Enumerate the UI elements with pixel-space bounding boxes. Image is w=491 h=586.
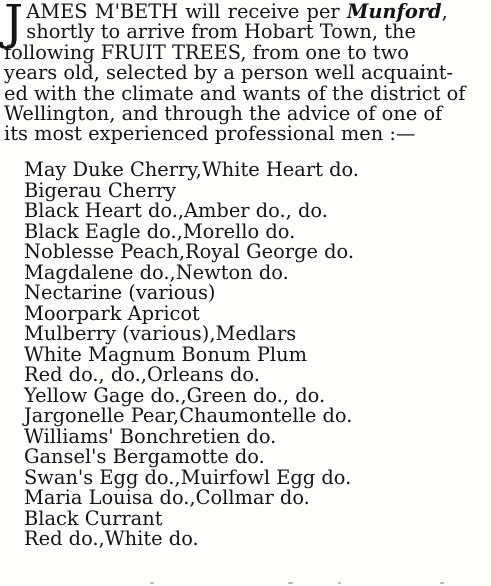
notice-line-6: Wellington, and through the advice of one of: [4, 101, 443, 125]
tree-list-item: [24, 160, 359, 181]
tree-variety: Williams' Bonchretien do.: [24, 424, 277, 448]
tree-list-item: [24, 260, 359, 284]
tree-variety-second: White Heart do.: [201, 158, 359, 181]
tree-list-item: [24, 424, 359, 448]
tree-variety: Swan's Egg do.,: [24, 465, 181, 489]
tree-list-item: [24, 365, 359, 386]
print-speck: [150, 582, 154, 584]
notice-line-4: years old, selected by a person well acquaint-: [4, 61, 454, 85]
print-speck: [288, 582, 293, 584]
notice-line-1-end: ,: [441, 0, 448, 23]
tree-variety-second: Medlars: [215, 322, 297, 345]
tree-list-item: [24, 406, 359, 427]
tree-variety: Nectarine (various): [24, 281, 216, 304]
tree-variety: Black Currant: [24, 506, 163, 530]
tree-list-item: [24, 219, 359, 243]
tree-variety: Red do., do.,: [24, 363, 147, 386]
tree-variety: Yellow Gage do.,: [24, 383, 187, 407]
drop-cap: J: [4, 0, 24, 51]
tree-variety: Gansel's Bergamotte do.: [24, 445, 265, 468]
tree-list-item: [24, 506, 359, 530]
notice-line-2: shortly to arrive from Hobart Town, the: [26, 20, 416, 44]
tree-list-item: [24, 465, 359, 489]
tree-list-item: [24, 324, 359, 345]
fruit-tree-list: [24, 160, 359, 550]
notice-line-3: following FRUIT TREES, from one to two: [4, 41, 409, 64]
tree-list-item: [24, 342, 359, 366]
tree-variety-second: Royal George do.: [185, 240, 355, 263]
tree-variety: White Magnum Bonum Plum: [24, 342, 307, 366]
tree-variety-second: Orleans do.: [146, 363, 260, 386]
tree-list-item: [24, 242, 359, 263]
tree-variety-second: White do.: [104, 527, 199, 550]
tree-variety: Jargonelle Pear,: [24, 404, 180, 427]
notice-line-7: its most experienced professional men :—: [4, 122, 416, 146]
tree-list-item: [24, 383, 359, 407]
tree-variety: Red do.,: [24, 527, 105, 550]
tree-list-item: [24, 178, 359, 202]
tree-list-item: [24, 301, 359, 325]
tree-variety-second: Muirfowl Egg do.: [180, 465, 352, 489]
tree-variety-second: Morello do.: [182, 219, 296, 243]
tree-variety: Maria Louisa do.,: [24, 486, 196, 509]
tree-list-item: [24, 488, 359, 509]
ship-name: Munford: [346, 0, 442, 23]
tree-variety: Noblesse Peach,: [24, 240, 185, 263]
print-speck: [440, 582, 444, 584]
tree-list-item: [24, 201, 359, 222]
tree-variety: Bigerau Cherry: [24, 178, 177, 202]
tree-variety-second: Chaumontelle do.: [179, 404, 353, 427]
notice-line-1: [4, 2, 490, 22]
tree-variety-second: Amber do., do.: [184, 199, 328, 222]
tree-variety: Black Eagle do.,: [24, 219, 183, 243]
tree-variety: Mulberry (various),: [24, 322, 216, 345]
tree-variety-second: Collmar do.: [195, 486, 310, 509]
tree-variety-second: Green do., do.: [186, 383, 326, 407]
notice-line-5: ed with the climate and wants of the district of: [4, 81, 466, 105]
tree-list-item: [24, 283, 359, 304]
tree-variety: May Duke Cherry,: [24, 158, 202, 181]
tree-list-item: [24, 529, 359, 550]
tree-variety: Moorpark Apricot: [24, 301, 200, 325]
tree-variety: Black Heart do.,: [24, 199, 185, 222]
tree-variety-second: Newton do.: [175, 260, 289, 284]
tree-list-item: [24, 447, 359, 468]
notice-line-1-text: AMES M'BETH will receive per: [26, 0, 347, 23]
notice-paragraph: [4, 2, 490, 144]
tree-variety: Magdalene do.,: [24, 260, 176, 284]
print-speck: [338, 582, 341, 584]
